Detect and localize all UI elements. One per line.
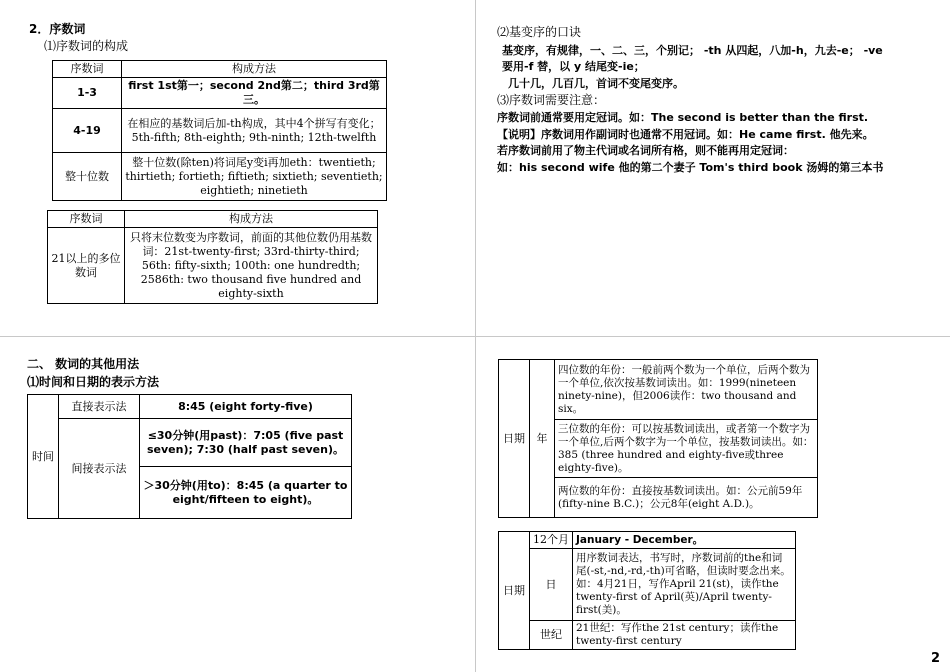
slide-date-expression [476, 337, 950, 672]
section-title: 2．序数词 [29, 22, 86, 36]
cell-to: ＞30分钟(用to)：8:45 (a quarter to eight/fifteen to eight)。 [140, 467, 352, 519]
cell-4-19-method: 在相应的基数词后加-th构成，其中4个拼写有变化；5th-fifth; 8th-eighth; 9th-ninth; 12th-twelfth [122, 109, 387, 153]
cell-year-four-digit: 四位数的年份：一般前两个数为一个单位，后两个数为一个单位,依次按基数词读出。如：1999(nineteen ninety-nine)，但2006读作：two thousand and six。 [555, 360, 818, 420]
cell-century-value: 21世纪：写作the 21st century；读作the twenty-first century [573, 621, 796, 650]
rhyme-line-1: 基变序，有规律，一、二、三，个别记； -th 从四起，八加-h，九去-e； -ve [502, 44, 883, 57]
slide-ordinal-formation [0, 0, 475, 336]
cell-indirect-label: 间接表示法 [59, 419, 140, 519]
cell-1-3-method: first 1st第一；second 2nd第二；third 3rd第三。 [122, 78, 387, 109]
cell-1-3: 1-3 [53, 78, 122, 109]
cell-time-label: 时间 [28, 395, 59, 519]
cell-day-label: 日 [530, 549, 573, 621]
note-line-1: 序数词前通常要用定冠词。如：The second is better than the first. [497, 111, 869, 124]
ordinal-table-1 [52, 60, 387, 201]
cell-century-label: 世纪 [530, 621, 573, 650]
cell-4-19: 4-19 [53, 109, 122, 153]
note-line-3: 若序数词前用了物主代词或名词所有格，则不能再用定冠词： [497, 144, 794, 157]
header-method: 构成方法 [122, 61, 387, 78]
cell-direct-label: 直接表示法 [59, 395, 140, 419]
cell-date-label-2: 日期 [499, 532, 530, 650]
cell-year-two-digit: 两位数的年份：直接按基数词读出。如：公元前59年(fifty-nine B.C.)；公元8年(eight A.D.)。 [555, 478, 818, 518]
slide-time-expression [0, 337, 475, 672]
date-table [498, 531, 796, 650]
rhyme-line-2: 要用-f 替，以 y 结尾变-ie； [502, 60, 645, 73]
note-line-4: 如：his second wife 他的第二个妻子 Tom's third book 汤姆的第三本书 [497, 161, 884, 174]
cell-month-label: 12个月 [530, 532, 573, 549]
header-ordinal: 序数词 [53, 61, 122, 78]
note-title: ⑶序数词需要注意： [497, 93, 606, 107]
cell-tens: 整十位数 [53, 153, 122, 201]
note-line-2: 【说明】序数词用作副词时也通常不用冠词。如：He came first. 他先来。 [497, 128, 874, 141]
subsection-time: ⑴时间和日期的表示方法 [27, 375, 160, 389]
cell-multi-digit-method: 只将末位数变为序数词，前面的其他位数仍用基数词：21st-twenty-first; 33rd-thirty-third; 56th: fifty-sixth; 100th: one hundredth; 2586th: two thousand five hundred and eighty-sixth [125, 228, 378, 304]
year-table [498, 359, 818, 518]
ordinal-table-2 [47, 210, 378, 304]
section-title-2: 二、 数词的其他用法 [27, 357, 140, 371]
header-method-2: 构成方法 [125, 211, 378, 228]
cell-tens-method: 整十位数(除ten)将词尾y变i再加eth：twentieth; thirtieth; fortieth; fiftieth; sixtieth; seventieth; eightieth; ninetieth [122, 153, 387, 201]
header-ordinal-2: 序数词 [48, 211, 125, 228]
cell-multi-digit: 21以上的多位数词 [48, 228, 125, 304]
cell-past: ≤30分钟(用past)：7:05 (five past seven); 7:30 (half past seven)。 [140, 419, 352, 467]
cell-direct-value: 8:45 (eight forty-five) [140, 395, 352, 419]
rhyme-title: ⑵基变序的口诀 [497, 25, 582, 39]
cell-year-label: 年 [530, 360, 555, 518]
cell-year-three-digit: 三位数的年份：可以按基数词读出，或者第一个数字为一个单位,后两个数字为一个单位，按基数词读出。如：385 (three hundred and eighty-five或three eighty-five)。 [555, 420, 818, 478]
rhyme-line-3: 几十几，几百几，首词不变尾变序。 [508, 77, 684, 90]
subsection-title: ⑴序数词的构成 [44, 39, 129, 53]
slide-ordinal-rules [475, 0, 950, 336]
page-number: 2 [930, 651, 940, 666]
cell-day-value: 用序数词表达，书写时，序数词前的the和词尾(-st,-nd,-rd,-th)可省略，但读时要念出来。如：4月21日，写作April 21(st)，读作the twenty-first of April(英)/April twenty-first(美)。 [573, 549, 796, 621]
time-table [27, 394, 352, 519]
cell-date-label: 日期 [499, 360, 530, 518]
cell-month-value: January - December。 [573, 532, 796, 549]
